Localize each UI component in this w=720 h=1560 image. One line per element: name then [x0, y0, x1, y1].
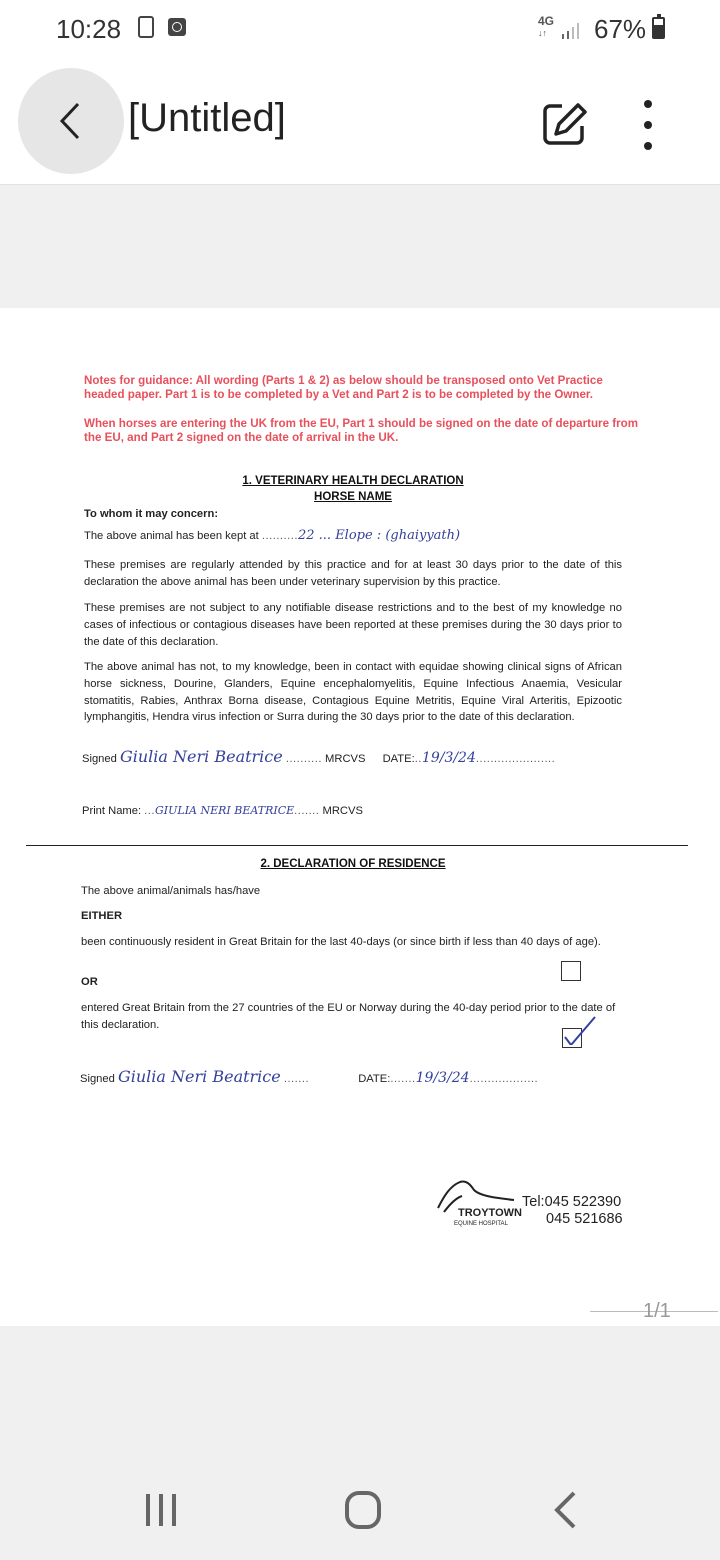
edit-icon — [540, 100, 588, 148]
print-name-line: Print Name: ...GIULIA NERI BEATRICE....... MRCVS — [82, 804, 363, 817]
phone-notification-icon — [138, 16, 154, 38]
recent-apps-button[interactable] — [144, 1492, 178, 1528]
kept-at-value: 22 ... Elope : (ghaiyyath) — [297, 528, 461, 543]
option-entered-checkbox[interactable] — [562, 1028, 582, 1048]
para-supervision: These premises are regularly attended by this practice and for at least 30 days prior to the date of this declaration the above animal has been under veterinary supervision by this practice. — [84, 559, 622, 588]
status-time: 10:28 — [56, 14, 122, 44]
telephone-block: Tel:045 522390 045 521686 — [522, 1194, 623, 1227]
network-type: 4G ↓↑ — [538, 14, 555, 38]
battery-icon — [652, 17, 665, 39]
back-button[interactable] — [18, 68, 124, 174]
logo-subtitle: EQUINE HOSPITAL — [454, 1221, 508, 1227]
clock-notification-icon — [168, 18, 186, 36]
option-entered: entered Great Britain from the 27 countries of the EU or Norway during the 40-day period prior to the date of this declaration. — [81, 1002, 616, 1031]
guidance-note: When horses are entering the UK from the EU, Part 1 should be signed on the date of departure from the EU, and Part 2 signed on the date of arrival in the UK. — [84, 417, 638, 444]
document-title: [Untitled] — [128, 96, 286, 140]
either-label: EITHER — [81, 910, 123, 922]
vet-signature: Giulia Neri Beatrice — [119, 747, 283, 766]
signal-icon — [560, 22, 582, 40]
salutation: To whom it may concern: — [84, 508, 219, 520]
document-page — [0, 308, 720, 1326]
print-name: GIULIA NERI BEATRICE — [155, 804, 295, 817]
app-bar — [0, 60, 720, 185]
troytown-logo — [436, 1178, 526, 1228]
page-indicator: 1/1 — [643, 1300, 671, 1322]
or-label: OR — [81, 976, 98, 988]
kept-at-line: The above animal has been kept at ..........22 ... Elope : (ghaiyyath) — [84, 528, 461, 543]
section2-heading: 2. DECLARATION OF RESIDENCE — [260, 858, 446, 870]
dot-icon — [644, 142, 652, 150]
owner-signature: Giulia Neri Beatrice — [117, 1067, 281, 1086]
status-bar — [0, 0, 720, 60]
logo-name: TROYTOWN — [458, 1207, 522, 1219]
owner-date: 19/3/24 — [415, 1070, 470, 1086]
check-mark-icon — [561, 1015, 601, 1045]
option-resident: been continuously resident in Great Britain for the last 40-days (or since birth if less than 40 days of age). — [81, 936, 601, 948]
chevron-left-icon — [56, 101, 86, 141]
vet-date: 19/3/24 — [421, 750, 476, 766]
dot-icon — [644, 121, 652, 129]
residence-intro: The above animal/animals has/have — [81, 885, 261, 897]
section1-subheading: HORSE NAME — [314, 491, 392, 503]
section-divider — [26, 845, 688, 846]
more-options-button[interactable] — [634, 100, 662, 150]
back-nav-button[interactable] — [552, 1490, 578, 1530]
para-contact: The above animal has not, to my knowledge, been in contact with equidae showing clinical signs of African horse sickness, Dourine, Glanders, Equine encephalomyelitis, Equine Infectious Anaemia, Vesicular stomatitis, Rabies, Anthrax Borna disease, Contagious Equine Metritis, Equine Viral Arteritis, Epizootic lymphangitis, Hendra virus infection or Surra during the 30 days prior to the date of this declaration. — [84, 661, 622, 724]
home-button[interactable] — [344, 1490, 382, 1530]
guidance-note: Notes for guidance: All wording (Parts 1 & 2) as below should be transposed onto Vet Practice headed paper. Part 1 is to be completed by a Vet and Part 2 is to be completed by the Owner. — [84, 374, 603, 401]
section1-heading: 1. VETERINARY HEALTH DECLARATION — [242, 475, 464, 487]
battery-percent: 67% — [594, 14, 647, 44]
owner-signature-line: Signed Giulia Neri Beatrice ....... DATE:.......19/3/24................... — [80, 1067, 539, 1086]
edit-button[interactable] — [540, 100, 588, 148]
navigation-bar — [0, 1470, 720, 1560]
dot-icon — [644, 100, 652, 108]
vet-signature-line: Signed Giulia Neri Beatrice .......... MRCVS DATE:..19/3/24...................... — [82, 747, 556, 766]
para-restrictions: These premises are not subject to any notifiable disease restrictions and to the best of my knowledge no cases of infectious or contagious diseases have been reported at these premises during the 30 days prior to the date of this declaration. — [84, 602, 622, 648]
